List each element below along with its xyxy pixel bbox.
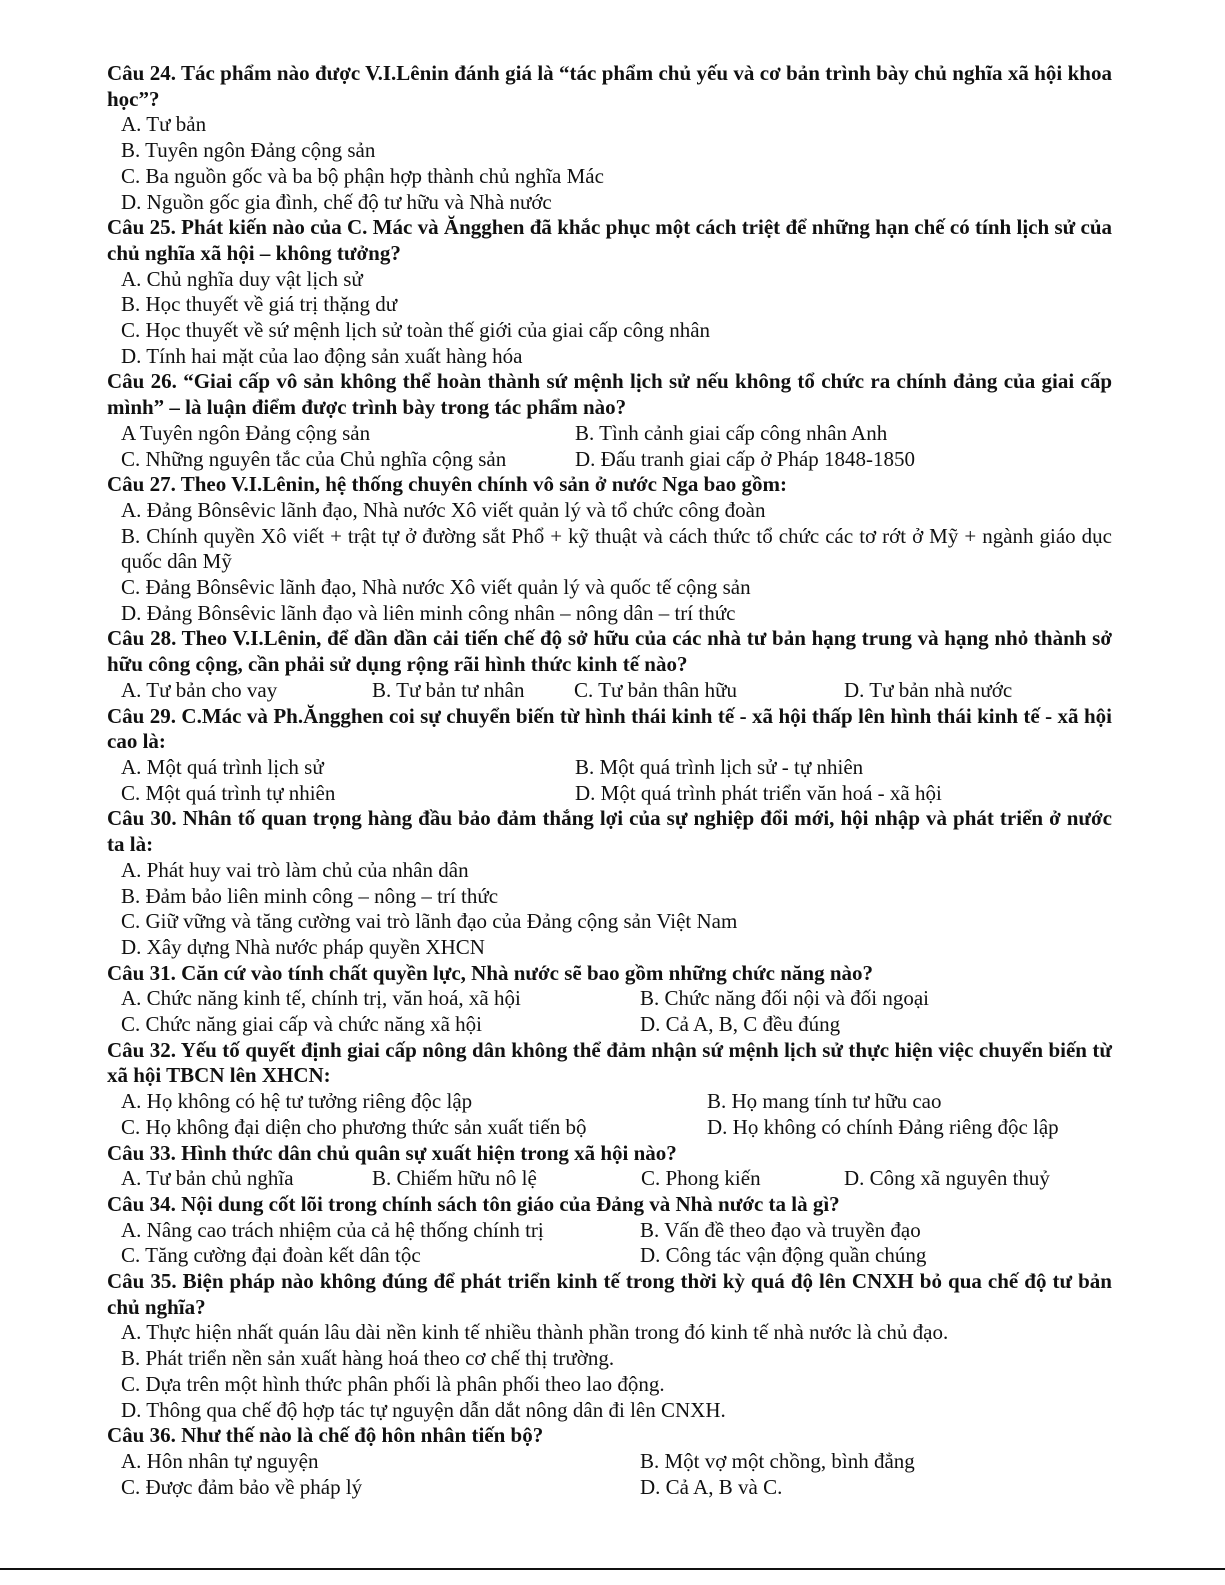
option-d: D. Đấu tranh giai cấp ở Pháp 1848-1850	[575, 446, 916, 471]
options-34	[107, 1218, 1112, 1269]
options-27	[107, 498, 1112, 627]
options-33	[107, 1166, 1112, 1192]
option-a: A. Tư bản cho vay	[121, 677, 278, 702]
option-a: A. Đảng Bônsêvic lãnh đạo, Nhà nước Xô viết quản lý và tổ chức công đoàn	[121, 497, 766, 522]
option-a: A. Phát huy vai trò làm chủ của nhân dân	[121, 857, 469, 882]
question-25: Câu 25. Phát kiến nào của C. Mác và Ăngghen đã khắc phục một cách triệt để những hạn chế có tính lịch sử của chủ nghĩa xã hội – không tưởng?	[107, 215, 1112, 265]
option-a: A. Họ không có hệ tư tưởng riêng độc lập	[121, 1089, 473, 1114]
option-b: B. Đảm bảo liên minh công – nông – trí thức	[121, 883, 499, 908]
option-d: D. Một quá trình phát triển văn hoá - xã hội	[575, 780, 942, 805]
option-c: C. Phong kiến	[641, 1166, 761, 1191]
options-25	[107, 267, 1112, 370]
option-d: D. Đảng Bônsêvic lãnh đạo và liên minh công nhân – nông dân – trí thức	[121, 600, 736, 625]
option-b: B. Một vợ một chồng, bình đẳng	[640, 1448, 915, 1473]
question-24: Câu 24. Tác phẩm nào được V.I.Lênin đánh giá là “tác phẩm chủ yếu và cơ bản trình bày chủ nghĩa xã hội khoa học”?	[107, 61, 1112, 111]
option-d: D. Họ không có chính Đảng riêng độc lập	[707, 1114, 1059, 1139]
option-a: A. Một quá trình lịch sử	[121, 754, 324, 779]
option-c: C. Dựa trên một hình thức phân phối là phân phối theo lao động.	[121, 1371, 665, 1396]
question-34: Câu 34. Nội dung cốt lõi trong chính sách tôn giáo của Đảng và Nhà nước ta là gì?	[107, 1191, 840, 1216]
option-b: B. Tư bản tư nhân	[372, 677, 525, 702]
option-c: C. Giữ vững và tăng cường vai trò lãnh đạo của Đảng cộng sản Việt Nam	[121, 909, 738, 934]
options-36	[107, 1449, 1112, 1500]
option-a: A. Hôn nhân tự nguyện	[121, 1448, 319, 1473]
option-a: A. Chủ nghĩa duy vật lịch sử	[121, 266, 363, 291]
option-c: C. Học thuyết về sứ mệnh lịch sử toàn thế giới của giai cấp công nhân	[121, 318, 711, 343]
bottom-divider	[0, 1568, 1225, 1570]
option-b: B. Một quá trình lịch sử - tự nhiên	[575, 754, 864, 779]
option-c: C. Chức năng giai cấp và chức năng xã hội	[121, 1012, 482, 1037]
options-29	[107, 755, 1112, 806]
options-28	[107, 678, 1112, 704]
option-c: C. Họ không đại diện cho phương thức sản xuất tiến bộ	[121, 1114, 587, 1139]
question-32: Câu 32. Yếu tố quyết định giai cấp nông dân không thể đảm nhận sứ mệnh lịch sử thực hiện việc chuyển biến từ xã hội TBCN lên XHCN:	[107, 1037, 1112, 1088]
question-28: Câu 28. Theo V.I.Lênin, để dần dần cải tiến chế độ sở hữu của các nhà tư bản hạng trung và hạng nhỏ thành sở hữu công cộng, cần phải sử dụng rộng rãi hình thức kinh tế nào?	[107, 626, 1112, 677]
option-a: A. Nâng cao trách nhiệm của cả hệ thống chính trị	[121, 1217, 544, 1242]
option-c: C. Tư bản thân hữu	[574, 677, 737, 702]
option-c: C. Những nguyên tắc của Chủ nghĩa cộng sản	[121, 446, 507, 471]
option-d: D. Thông qua chế độ hợp tác tự nguyện dẫn dắt nông dân đi lên CNXH.	[121, 1397, 726, 1422]
option-c: C. Được đảm bảo về pháp lý	[121, 1474, 363, 1499]
option-d: D. Nguồn gốc gia đình, chế độ tư hữu và Nhà nước	[121, 189, 552, 214]
option-c: C. Tăng cường đại đoàn kết dân tộc	[121, 1243, 421, 1268]
option-b: B. Chiếm hữu nô lệ	[372, 1166, 537, 1191]
option-d: D. Tính hai mặt của lao động sản xuất hàng hóa	[121, 343, 523, 368]
question-36: Câu 36. Như thế nào là chế độ hôn nhân tiến bộ?	[107, 1423, 544, 1448]
option-a: A. Chức năng kinh tế, chính trị, văn hoá, xã hội	[121, 986, 521, 1011]
option-c: C. Ba nguồn gốc và ba bộ phận hợp thành chủ nghĩa Mác	[121, 163, 604, 188]
option-a: A Tuyên ngôn Đảng cộng sản	[121, 420, 371, 445]
option-d: D. Xây dựng Nhà nước pháp quyền XHCN	[121, 934, 485, 959]
options-35	[107, 1320, 1112, 1423]
option-c: C. Đảng Bônsêvic lãnh đạo, Nhà nước Xô viết quản lý và quốc tế cộng sản	[121, 575, 751, 600]
option-d: D. Tư bản nhà nước	[844, 677, 1013, 702]
question-26: Câu 26. “Giai cấp vô sản không thể hoàn thành sứ mệnh lịch sử nếu không tổ chức ra chính đảng của giai cấp mình” – là luận điểm được trình bày trong tác phẩm nào?	[107, 369, 1112, 420]
option-a: A. Tư bản	[121, 112, 207, 137]
question-27: Câu 27. Theo V.I.Lênin, hệ thống chuyên chính vô sản ở nước Nga bao gồm:	[107, 472, 788, 497]
question-30: Câu 30. Nhân tố quan trọng hàng đầu bảo đảm thắng lợi của sự nghiệp đổi mới, hội nhập và phát triển ở nước ta là:	[107, 806, 1112, 857]
option-d: D. Cả A, B và C.	[640, 1474, 783, 1499]
question-35: Câu 35. Biện pháp nào không đúng để phát triển kinh tế trong thời kỳ quá độ lên CNXH bỏ qua chế độ tư bản chủ nghĩa?	[107, 1269, 1112, 1319]
option-d: D. Cả A, B, C đều đúng	[640, 1012, 841, 1037]
option-d: D. Công tác vận động quần chúng	[640, 1243, 927, 1268]
options-26	[107, 421, 1112, 472]
option-b: B. Chính quyền Xô viết + trật tự ở đường sắt Phổ + kỹ thuật và cách thức tổ chức các tơ rớt ở Mỹ + ngành giáo dục quốc dân Mỹ	[121, 523, 1112, 574]
option-a: A. Thực hiện nhất quán lâu dài nền kinh tế nhiều thành phần trong đó kinh tế nhà nước là chủ đạo.	[121, 1320, 949, 1345]
options-30	[107, 858, 1112, 961]
option-c: C. Một quá trình tự nhiên	[121, 780, 336, 805]
options-24	[107, 112, 1112, 215]
option-b: B. Tuyên ngôn Đảng cộng sản	[121, 138, 376, 163]
question-29: Câu 29. C.Mác và Ph.Ăngghen coi sự chuyển biến từ hình thái kinh tế - xã hội thấp lên hình thái kinh tế - xã hội cao là:	[107, 703, 1112, 754]
option-b: B. Phát triển nền sản xuất hàng hoá theo cơ chế thị trường.	[121, 1346, 615, 1371]
option-b: B. Tình cảnh giai cấp công nhân Anh	[575, 420, 888, 445]
option-b: B. Chức năng đối nội và đối ngoại	[640, 986, 930, 1011]
question-33: Câu 33. Hình thức dân chủ quân sự xuất hiện trong xã hội nào?	[107, 1140, 677, 1165]
option-b: B. Họ mang tính tư hữu cao	[707, 1089, 942, 1114]
question-31: Câu 31. Căn cứ vào tính chất quyền lực, Nhà nước sẽ bao gồm những chức năng nào?	[107, 960, 873, 985]
option-a: A. Tư bản chủ nghĩa	[121, 1166, 294, 1191]
option-b: B. Học thuyết về giá trị thặng dư	[121, 292, 398, 317]
options-32	[107, 1089, 1112, 1140]
options-31	[107, 986, 1112, 1037]
exam-page	[107, 61, 1112, 1500]
option-b: B. Vấn đề theo đạo và truyền đạo	[640, 1217, 921, 1242]
option-d: D. Công xã nguyên thuỷ	[844, 1166, 1050, 1191]
